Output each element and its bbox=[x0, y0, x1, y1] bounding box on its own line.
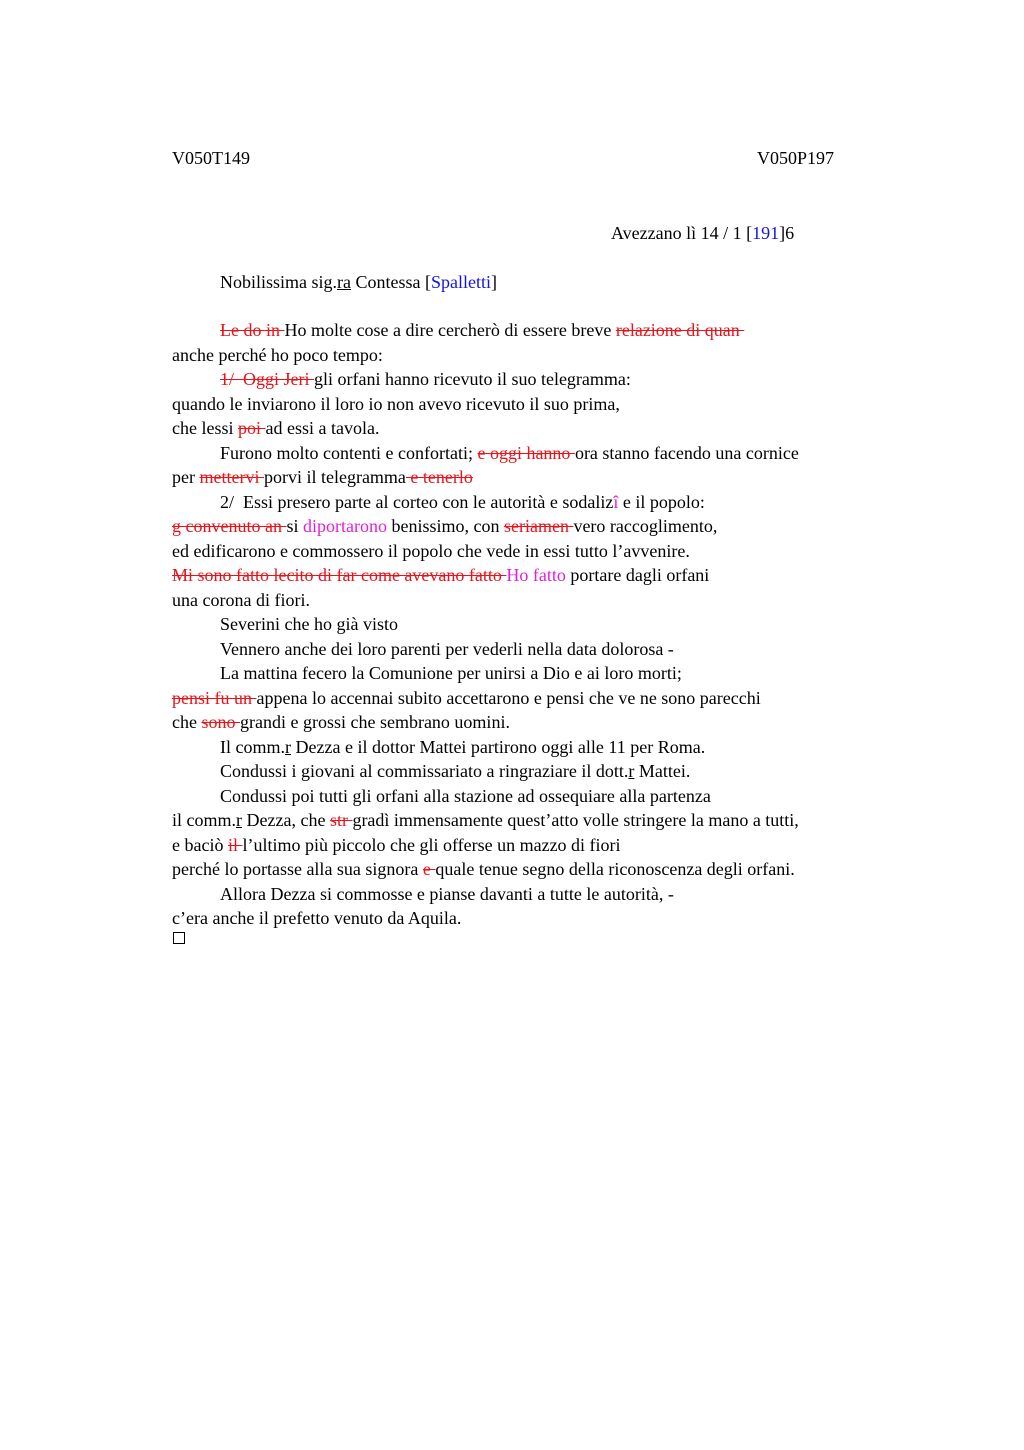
deleted-text: e oggi hanno bbox=[477, 442, 575, 463]
text-run: quando le inviarono il loro io non avevo ricevuto il suo prima, bbox=[172, 393, 620, 414]
text-run: c’era anche il prefetto venuto da Aquila. bbox=[172, 908, 462, 928]
letter-line bbox=[172, 637, 932, 662]
text-run: gradì immensamente quest’atto volle stringere la mano a tutti, bbox=[352, 810, 799, 830]
deleted-text: e bbox=[422, 859, 436, 879]
date-year-editorial: 191 bbox=[752, 223, 780, 243]
deleted-text: seriamen bbox=[503, 516, 574, 536]
inserted-text: diportarono bbox=[302, 516, 387, 536]
text-run: una corona di fiori. bbox=[172, 589, 310, 610]
underlined-abbrev: r bbox=[236, 810, 242, 830]
text-run: e baciò bbox=[172, 834, 228, 855]
text-run: anche perché ho poco tempo: bbox=[172, 344, 383, 365]
letter-line bbox=[172, 906, 932, 931]
salutation-name-editorial: Spalletti bbox=[431, 272, 491, 292]
letter-line bbox=[172, 563, 932, 588]
deleted-text: il bbox=[227, 834, 243, 855]
text-run: il comm. bbox=[172, 810, 236, 830]
deleted-text: mettervi bbox=[199, 467, 264, 487]
text-run: appena lo accennai subito accettarono e pensi che ve ne sono parecchi bbox=[256, 687, 761, 708]
text-run: che lessi bbox=[172, 418, 238, 438]
letter-line bbox=[172, 465, 932, 490]
letter-line bbox=[172, 759, 932, 784]
text-run: portare dagli orfani bbox=[565, 565, 710, 585]
letter-line bbox=[172, 588, 932, 613]
text-run: e il popolo: bbox=[618, 491, 705, 512]
letter-line bbox=[172, 539, 932, 564]
salutation bbox=[220, 270, 497, 294]
text-run: Mattei. bbox=[634, 761, 691, 781]
document-id-left: V050T149 bbox=[172, 148, 250, 168]
text-run: Severini che ho già visto bbox=[220, 614, 398, 634]
letter-line bbox=[172, 490, 932, 515]
date-line bbox=[611, 221, 794, 245]
letter-line bbox=[172, 808, 932, 833]
text-run: l’ultimo più piccolo che gli offerse un mazzo di fiori bbox=[242, 834, 621, 855]
letter-line bbox=[172, 661, 932, 686]
text-run: perché lo portasse alla sua signora bbox=[172, 859, 423, 879]
inserted-text: î bbox=[613, 491, 619, 512]
letter-line bbox=[172, 857, 932, 882]
letter-line bbox=[172, 784, 932, 809]
letter-line bbox=[172, 612, 932, 637]
letter-line bbox=[172, 392, 932, 417]
text-run: gli orfani hanno ricevuto il suo telegramma: bbox=[314, 369, 631, 389]
text-run: Dezza e il dottor Mattei partirono oggi alle 11 per Roma. bbox=[291, 736, 706, 757]
deleted-text: e tenerlo bbox=[405, 467, 473, 487]
letter-line bbox=[172, 735, 932, 760]
text-run: Il comm. bbox=[220, 736, 285, 757]
text-run: per bbox=[172, 467, 200, 487]
text-run: 2/ Essi presero parte al corteo con le autorità e sodaliz bbox=[220, 491, 614, 512]
end-of-text-box bbox=[173, 932, 185, 944]
deleted-text: g convenuto an bbox=[172, 516, 287, 536]
text-run: quale tenue segno della riconoscenza degli orfani. bbox=[435, 859, 795, 879]
text-run: ad essi a tavola. bbox=[265, 418, 380, 438]
deleted-text: str bbox=[329, 810, 353, 830]
text-run: si bbox=[286, 516, 303, 536]
text-run: porvi il telegramma bbox=[263, 467, 406, 487]
underlined-abbrev: r bbox=[628, 761, 635, 781]
text-run: Furono molto contenti e confortati; bbox=[220, 442, 478, 463]
deleted-text: sono bbox=[201, 712, 240, 732]
salutation-middle: Contessa [ bbox=[351, 272, 431, 292]
date-suffix: ]6 bbox=[779, 223, 795, 243]
salutation-prefix: Nobilissima sig. bbox=[220, 272, 338, 292]
deleted-text: Mi sono fatto lecito di far come avevano fatto bbox=[172, 565, 507, 585]
deleted-text: poi bbox=[237, 418, 266, 438]
letter-line bbox=[172, 710, 932, 735]
letter-line bbox=[172, 882, 932, 907]
letter-line bbox=[172, 367, 932, 392]
letter-line bbox=[172, 416, 932, 441]
deleted-text: Le do in bbox=[220, 320, 285, 340]
text-run: Allora Dezza si commosse e pianse davanti a tutte le autorità, - bbox=[220, 883, 674, 904]
text-run: benissimo, con bbox=[386, 516, 504, 536]
deleted-text: pensi fu un bbox=[172, 687, 257, 708]
text-run: Ho molte cose a dire cercherò di essere breve bbox=[284, 320, 616, 340]
letter-line bbox=[172, 441, 932, 466]
text-run: che bbox=[172, 712, 202, 732]
text-run: Dezza, che bbox=[242, 810, 330, 830]
text-run: ed edificarono e commossero il popolo che vede in essi tutto l’avvenire. bbox=[172, 540, 690, 561]
text-run: La mattina fecero la Comunione per unirsi a Dio e ai loro morti; bbox=[220, 663, 682, 683]
salutation-suffix: ] bbox=[491, 272, 497, 292]
letter-line bbox=[172, 686, 932, 711]
document-id-right: V050P197 bbox=[757, 148, 835, 168]
text-run: Vennero anche dei loro parenti per vederli nella data dolorosa - bbox=[220, 638, 674, 659]
salutation-abbrev: ra bbox=[337, 272, 351, 292]
deleted-text: relazione di quan bbox=[615, 320, 745, 340]
deleted-text: 1/ Oggi Jeri bbox=[220, 369, 314, 389]
inserted-text: Ho fatto bbox=[506, 565, 566, 585]
letter-line bbox=[172, 833, 932, 858]
text-run: Condussi poi tutti gli orfani alla stazione ad ossequiare alla partenza bbox=[220, 785, 711, 806]
text-run: grandi e grossi che sembrano uomini. bbox=[240, 712, 510, 732]
date-prefix: Avezzano lì 14 / 1 [ bbox=[611, 223, 753, 243]
letter-line bbox=[172, 318, 932, 343]
letter-line bbox=[172, 514, 932, 539]
letter-body bbox=[172, 318, 932, 931]
letter-line bbox=[172, 343, 932, 368]
text-run: ora stanno facendo una cornice bbox=[574, 442, 799, 463]
text-run: vero raccoglimento, bbox=[573, 516, 718, 536]
text-run: Condussi i giovani al commissariato a ringraziare il dott. bbox=[220, 761, 629, 781]
underlined-abbrev: r bbox=[285, 736, 291, 757]
